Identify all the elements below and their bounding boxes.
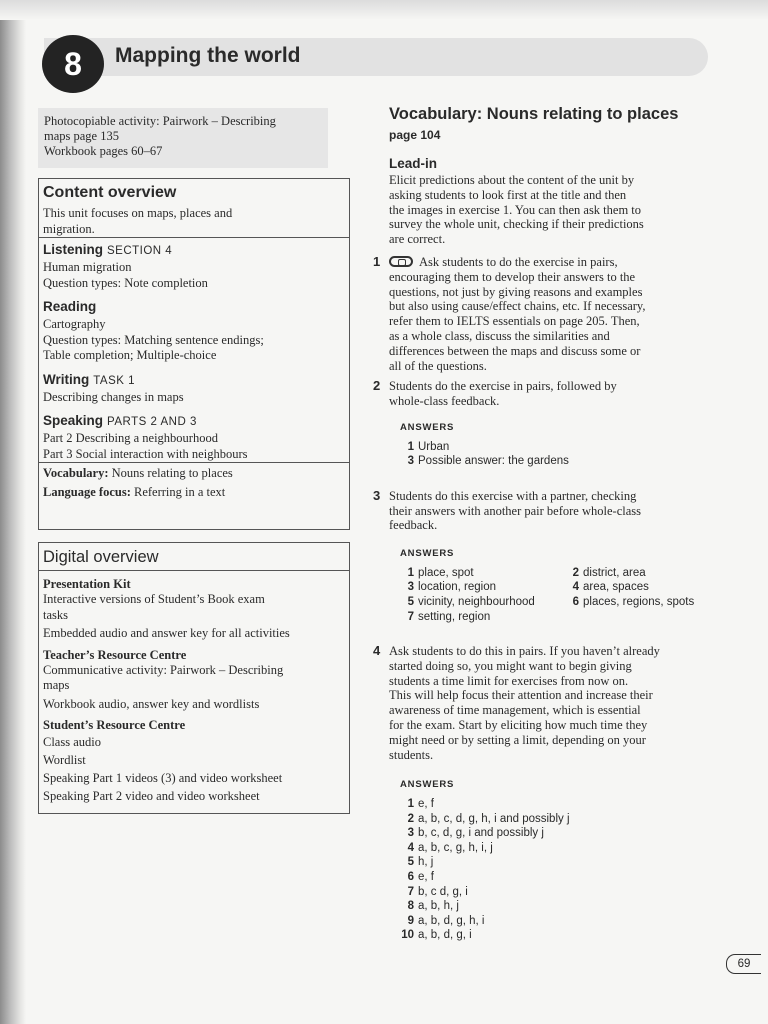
page-binding-shadow — [0, 0, 26, 1024]
answer-row — [400, 797, 712, 812]
digital-overview-box — [38, 542, 350, 814]
reading-heading: Reading — [43, 299, 97, 314]
answer-text: a, b, d, g, h, i — [418, 914, 485, 927]
text-line: might need or by setting a limit, depending on your — [389, 732, 646, 747]
text-line: Human migration — [43, 260, 132, 274]
text-line: maps — [43, 678, 70, 692]
answer-text: h, j — [418, 856, 434, 869]
text-line: refer them to IELTS essentials on page 205. Then, — [389, 314, 640, 329]
answer-number: 7 — [407, 885, 414, 898]
language-focus-text: Referring in a text — [133, 484, 226, 499]
answer-text: Possible answer: the gardens — [418, 455, 569, 468]
text-line: the images in exercise 1. You can then ask them to — [389, 202, 642, 217]
top-edge-shadow — [0, 0, 768, 20]
writing-sub: TASK 1 — [93, 374, 136, 387]
text-line: Ask students to do this in pairs. If you haven’t already — [389, 644, 660, 659]
audio-icon — [389, 256, 413, 267]
text-line: students a time limit for exercises from now on. — [389, 673, 629, 688]
content-overview-intro — [39, 206, 349, 237]
answer-row — [565, 566, 705, 581]
text-line: This will help focus their attention and increase their — [389, 688, 653, 703]
answer-number: 6 — [407, 871, 414, 884]
text-span: Ask students to do the exercise in pairs, — [419, 254, 618, 269]
answer-row — [400, 610, 565, 625]
answer-row — [565, 580, 705, 595]
listening-heading — [43, 242, 349, 260]
text-line: Question types: Matching sentence endings; — [43, 332, 264, 347]
text-line: migration. — [43, 221, 95, 236]
answer-row — [400, 841, 712, 856]
vocabulary-text: Nouns relating to places — [111, 466, 233, 480]
text-line: Wordlist — [43, 753, 86, 767]
text-line: Elicit predictions about the content of the unit by — [389, 173, 635, 187]
answers-3 — [400, 547, 712, 624]
answer-row — [400, 855, 712, 870]
text-line: Part 3 Social interaction with neighbours — [43, 446, 248, 461]
text-line: This unit focuses on maps, places and — [43, 206, 233, 220]
item-number: 2 — [373, 378, 381, 394]
answer-text: Urban — [418, 440, 450, 453]
answer-row — [400, 440, 712, 455]
answer-text: district, area — [583, 566, 646, 579]
answer-text: vicinity, neighbourhood — [418, 595, 535, 608]
text-line: as a whole class, discuss the similarities and — [389, 328, 610, 343]
text-line: asking students to look first at the title and then — [389, 187, 627, 202]
text-line: Embedded audio and answer key for all activities — [43, 626, 290, 640]
answer-number: 1 — [407, 566, 414, 579]
answer-number: 9 — [407, 914, 414, 927]
text-line: for the exam. Start by eliciting how much time they — [389, 718, 648, 733]
text-line: Describing changes in maps — [43, 389, 184, 404]
answer-number: 4 — [572, 581, 579, 594]
answer-number: 5 — [407, 595, 414, 608]
text-line: Question types: Note completion — [43, 275, 208, 290]
text-line: encouraging them to develop their answers to the — [389, 269, 636, 284]
language-focus-line — [43, 485, 349, 501]
answer-text: setting, region — [418, 610, 491, 623]
lead-in-text — [389, 173, 712, 247]
answer-row — [400, 454, 712, 469]
text-line: tasks — [43, 607, 68, 622]
vocab-language-section — [39, 462, 349, 500]
vocabulary-column — [372, 105, 712, 943]
digital-overview-title: Digital overview — [43, 548, 159, 566]
listening-label: Listening — [43, 242, 103, 257]
answers-2 — [400, 421, 712, 469]
intro-box — [38, 108, 328, 168]
answer-text: a, b, c, d, g, h, i and possibly j — [418, 812, 570, 825]
text-line: survey the whole unit, checking if their predictions — [389, 217, 644, 232]
text-line: Table completion; Multiple-choice — [43, 348, 217, 362]
item-number: 3 — [373, 487, 381, 503]
text-line: Cartography — [43, 317, 106, 331]
answer-number: 7 — [407, 610, 414, 623]
text-line: feedback. — [389, 518, 438, 533]
answer-number: 8 — [407, 900, 414, 913]
answer-row — [400, 826, 712, 841]
text-line: differences between the maps and discuss some or — [389, 343, 641, 358]
lead-in-heading: Lead-in — [389, 156, 438, 171]
answer-text: e, f — [418, 798, 434, 811]
writing-label: Writing — [43, 371, 90, 387]
text-line: but also using cause/effect chains, etc. If necessary, — [389, 299, 646, 314]
section-page-ref: page 104 — [389, 128, 441, 142]
answer-text: a, b, d, g, i — [418, 929, 472, 942]
answer-row — [400, 566, 565, 581]
answer-text: location, region — [418, 581, 496, 594]
writing-heading — [43, 372, 349, 390]
text-line: Part 2 Describing a neighbourhood — [43, 431, 218, 445]
answer-number: 3 — [407, 827, 414, 840]
text-line: awareness of time management, which is essential — [389, 703, 641, 718]
text-line: Speaking Part 2 video and video worksheet — [43, 789, 260, 803]
intro-line: maps page 135 — [44, 129, 119, 143]
answer-text: places, regions, spots — [583, 595, 695, 608]
vocabulary-label: Vocabulary: — [43, 466, 109, 480]
speaking-label: Speaking — [43, 413, 104, 428]
answers-4 — [400, 778, 712, 943]
text-line: Students do the exercise in pairs, followed by — [389, 379, 617, 394]
answer-number: 5 — [407, 856, 414, 869]
students-centre-heading: Student’s Resource Centre — [43, 718, 186, 732]
intro-line: Workbook pages 60–67 — [44, 144, 163, 158]
answer-number: 1 — [407, 440, 414, 453]
answers-label: ANSWERS — [400, 421, 455, 433]
chapter-title: Mapping the world — [115, 44, 301, 67]
answer-number: 6 — [572, 595, 579, 608]
answer-row — [400, 885, 712, 900]
digital-resources — [39, 570, 349, 805]
vocabulary-line — [43, 466, 349, 482]
teachers-centre-heading: Teacher’s Resource Centre — [43, 647, 187, 662]
answer-text: a, b, h, j — [418, 900, 459, 913]
presentation-kit-heading: Presentation Kit — [43, 577, 131, 591]
answer-number: 3 — [407, 581, 414, 594]
answer-text: b, c, d, g, i and possibly j — [418, 827, 544, 840]
text-line: all of the questions. — [389, 358, 487, 373]
text-line: started doing so, you might want to begin giving — [389, 658, 632, 673]
speaking-heading — [43, 413, 349, 431]
answer-number: 1 — [407, 798, 414, 811]
answer-row — [400, 580, 565, 595]
exercise-item-3 — [373, 487, 712, 533]
section-title: Vocabulary: Nouns relating to places — [389, 105, 679, 123]
answer-row — [400, 870, 712, 885]
text-line: Interactive versions of Student’s Book exam — [43, 592, 265, 606]
text-line: Communicative activity: Pairwork – Describing — [43, 662, 284, 677]
answer-text: area, spaces — [583, 581, 649, 594]
item-number: 4 — [373, 643, 381, 659]
text-line: Class audio — [43, 735, 101, 749]
page-number: 69 — [726, 954, 761, 974]
chapter-number-badge: 8 — [42, 35, 104, 93]
answers-label: ANSWERS — [400, 779, 455, 791]
answer-row — [400, 812, 712, 827]
text-line: their answers with another pair before whole-class — [389, 503, 641, 518]
answer-row — [400, 914, 712, 929]
text-line: Workbook audio, answer key and wordlists — [43, 696, 260, 711]
content-overview-title: Content overview — [43, 184, 177, 201]
text-line: students. — [389, 747, 434, 762]
answer-text: b, c d, g, i — [418, 885, 468, 898]
answer-text: place, spot — [418, 566, 474, 579]
answers-grid — [400, 566, 712, 624]
answer-row — [400, 595, 565, 610]
answer-number: 10 — [401, 929, 414, 942]
exercise-item-1 — [373, 253, 712, 373]
answer-number: 3 — [407, 455, 414, 468]
answer-number: 2 — [407, 812, 414, 825]
answers-label: ANSWERS — [400, 548, 455, 560]
answer-number: 2 — [572, 566, 579, 579]
answer-text: e, f — [418, 871, 434, 884]
answer-row — [565, 595, 705, 610]
text-line: are correct. — [389, 232, 446, 247]
text-line — [389, 255, 712, 270]
speaking-sub: PARTS 2 AND 3 — [107, 416, 197, 428]
answer-row — [400, 928, 712, 943]
text-line: Speaking Part 1 videos (3) and video worksheet — [43, 771, 283, 785]
item-number: 1 — [373, 253, 381, 269]
content-overview-box — [38, 178, 350, 530]
intro-line: Photocopiable activity: Pairwork – Describing — [44, 114, 276, 128]
text-line: whole-class feedback. — [389, 394, 500, 409]
exercise-item-4 — [373, 643, 712, 762]
exercise-item-2 — [373, 378, 712, 409]
listening-sub: SECTION 4 — [107, 245, 173, 257]
skills-section — [39, 237, 349, 462]
answer-row — [400, 899, 712, 914]
answer-number: 4 — [407, 841, 414, 854]
text-line: Students do this exercise with a partner, checking — [389, 488, 637, 503]
answer-text: a, b, c, g, h, i, j — [418, 841, 493, 854]
language-focus-label: Language focus: — [43, 484, 131, 499]
text-line: questions, not just by giving reasons and examples — [389, 284, 643, 299]
